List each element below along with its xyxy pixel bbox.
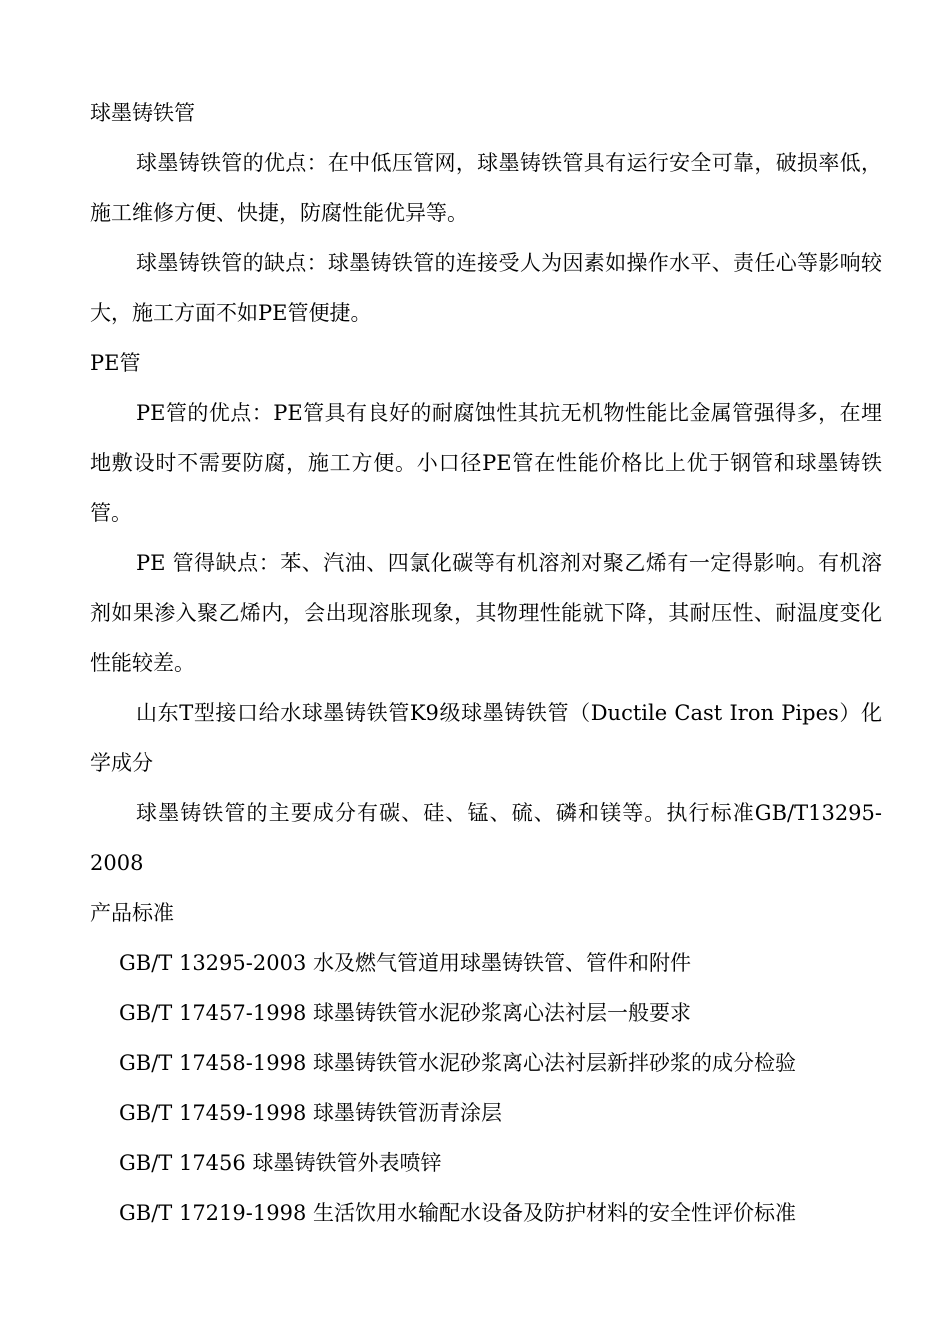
ductile-iron-cons-paragraph: 球墨铸铁管的缺点：球墨铸铁管的连接受人为因素如操作水平、责任心等影响较大，施工方面不如PE管便捷。 <box>90 251 882 325</box>
ductile-iron-heading: 球墨铸铁管 <box>90 101 195 125</box>
chemical-composition-intro: 山东T型接口给水球墨铸铁管K9级球墨铸铁管（Ductile Cast Iron Pipes）化学成分 <box>90 701 882 775</box>
pe-pipe-pros-paragraph: PE管的优点：PE管具有良好的耐腐蚀性其抗无机物性能比金属管强得多，在埋地敷设时不需要防腐，施工方便。小口径PE管在性能价格比上优于钢管和球墨铸铁管。 <box>90 401 882 525</box>
product-standards-list <box>90 938 882 1238</box>
standard-item: GB/T 17459-1998 球墨铸铁管沥青涂层 <box>119 1101 502 1125</box>
standard-item: GB/T 17457-1998 球墨铸铁管水泥砂浆离心法衬层一般要求 <box>119 1001 691 1025</box>
standard-item: GB/T 17219-1998 生活饮用水输配水设备及防护材料的安全性评价标准 <box>119 1201 796 1225</box>
pe-pipe-heading: PE管 <box>90 351 141 375</box>
standard-item: GB/T 13295-2003 水及燃气管道用球墨铸铁管、管件和附件 <box>119 951 691 975</box>
pe-pipe-cons-paragraph: PE 管得缺点：苯、汽油、四氯化碳等有机溶剂对聚乙烯有一定得影响。有机溶剂如果渗入聚乙烯内，会出现溶胀现象，其物理性能就下降，其耐压性、耐温度变化性能较差。 <box>90 551 882 675</box>
product-standards-heading: 产品标准 <box>90 901 174 925</box>
standard-item: GB/T 17456 球墨铸铁管外表喷锌 <box>119 1151 442 1175</box>
document-body <box>90 88 882 1238</box>
chemical-composition-paragraph: 球墨铸铁管的主要成分有碳、硅、锰、硫、磷和镁等。执行标准GB/T13295-2008 <box>90 801 882 875</box>
standard-item: GB/T 17458-1998 球墨铸铁管水泥砂浆离心法衬层新拌砂浆的成分检验 <box>119 1051 796 1075</box>
ductile-iron-pros-paragraph: 球墨铸铁管的优点：在中低压管网，球墨铸铁管具有运行安全可靠，破损率低，施工维修方便、快捷，防腐性能优异等。 <box>90 151 882 225</box>
